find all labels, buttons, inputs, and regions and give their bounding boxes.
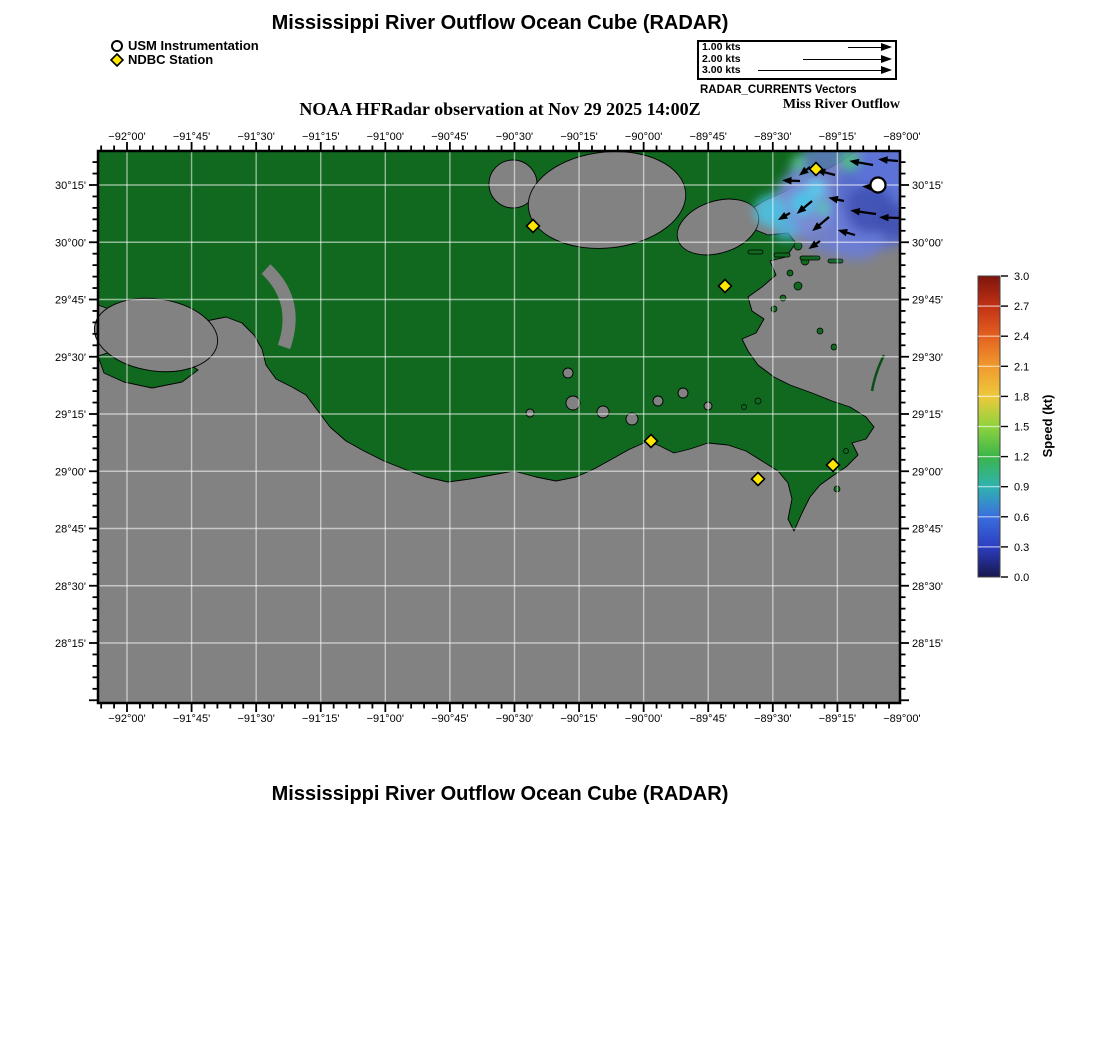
vector-arrowhead-icon	[881, 55, 892, 63]
x-tick-label-top: −89°45'	[689, 131, 727, 143]
x-tick-label-bottom: −91°00'	[366, 713, 405, 725]
ndbc-diamond-icon	[110, 53, 124, 67]
bottom-title: Mississippi River Outflow Ocean Cube (RADAR)	[271, 783, 729, 805]
x-tick-label-top: −90°00'	[624, 131, 663, 143]
colorbar-tick-label: 1.8	[1014, 391, 1030, 404]
vector-scale-caption: RADAR_CURRENTS Vectors	[700, 84, 857, 96]
vector-scale-label: 1.00 kts	[702, 41, 741, 53]
x-tick-label-top: −90°15'	[560, 131, 598, 143]
colorbar-tick-label: 2.7	[1014, 301, 1030, 314]
y-tick-label-right: 29°45'	[912, 294, 943, 307]
vector-scale-label: 2.00 kts	[702, 52, 741, 65]
x-tick-label-bottom: −89°15'	[818, 713, 857, 725]
x-tick-label-bottom: −90°45'	[431, 713, 469, 725]
y-tick-label-right: 29°30'	[912, 351, 943, 364]
colorbar-tick-label: 0.9	[1014, 481, 1030, 494]
vector-arrowhead-icon	[881, 66, 892, 74]
x-tick-label-top: −89°15'	[818, 131, 857, 143]
legend-ndbc-label: NDBC Station	[128, 52, 214, 67]
y-tick-label-left: 29°30'	[55, 351, 86, 364]
x-tick-label-bottom: −91°45'	[172, 713, 211, 725]
y-tick-label-left: 28°30'	[55, 580, 86, 593]
y-tick-label-right: 29°00'	[912, 466, 943, 479]
usm-circle-icon	[110, 39, 124, 53]
map-area	[90, 131, 940, 703]
y-tick-label-left: 28°45'	[55, 523, 86, 536]
radar-speed-patch	[875, 203, 911, 239]
colorbar-tick-label: 0.3	[1014, 541, 1030, 554]
y-tick-label-left: 28°15'	[55, 638, 86, 650]
radar-speed-patch	[791, 156, 805, 170]
x-tick-label-bottom: −89°00'	[883, 713, 921, 725]
x-tick-label-bottom: −89°45'	[689, 713, 727, 725]
y-tick-label-left: 29°45'	[55, 294, 86, 307]
y-tick-label-right: 29°15'	[912, 409, 943, 421]
x-tick-label-bottom: −90°30'	[495, 713, 534, 725]
radar-speed-patch	[816, 201, 830, 215]
radar-speed-patch	[807, 180, 825, 198]
colorbar-tick-label: 2.4	[1014, 331, 1030, 344]
x-tick-label-bottom: −89°30'	[754, 713, 792, 725]
vector-scale-line	[758, 70, 881, 71]
x-tick-label-top: −90°30'	[495, 131, 534, 143]
y-tick-label-right: 28°15'	[912, 638, 943, 650]
colorbar-tick-label: 3.0	[1014, 271, 1030, 283]
colorbar-tick-label: 2.1	[1014, 361, 1030, 374]
vector-scale-line	[803, 59, 881, 60]
x-tick-label-top: −91°00'	[366, 131, 405, 143]
legend-usm-label: USM Instrumentation	[128, 38, 259, 53]
y-tick-label-right: 30°15'	[912, 180, 943, 192]
colorbar-tick-label: 1.2	[1014, 451, 1030, 464]
colorbar-axis-label: Speed (kt)	[1040, 394, 1055, 458]
y-tick-label-right: 28°30'	[912, 580, 943, 593]
x-tick-label-bottom: −90°15'	[560, 713, 598, 725]
colorbar-tick-label: 0.6	[1014, 511, 1030, 524]
y-tick-label-left: 29°15'	[55, 409, 86, 421]
x-tick-label-top: −91°45'	[172, 131, 211, 143]
vector-scale-label: 3.00 kts	[702, 64, 741, 77]
y-tick-label-left: 29°00'	[55, 466, 86, 479]
vector-scale-line	[848, 47, 881, 48]
y-tick-label-left: 30°15'	[55, 180, 86, 192]
x-tick-label-bottom: −90°00'	[624, 713, 663, 725]
legend-item-ndbc	[110, 52, 213, 67]
x-tick-label-bottom: −91°15'	[302, 713, 340, 725]
legend-item-usm	[110, 38, 259, 53]
page-title: Mississippi River Outflow Ocean Cube (RADAR)	[271, 12, 729, 34]
vector-scale-row	[699, 42, 895, 54]
x-tick-label-top: −90°45'	[431, 131, 469, 143]
observation-subtitle: NOAA HFRadar observation at Nov 29 2025 14:00Z	[299, 99, 701, 119]
x-tick-label-bottom: −91°30'	[237, 713, 275, 725]
vector-scale-row	[699, 65, 895, 77]
vector-region-label: Miss River Outflow	[782, 97, 900, 112]
x-tick-label-top: −92°00'	[108, 131, 146, 143]
vector-scale-box	[697, 40, 897, 80]
usm-station-marker	[871, 178, 886, 193]
colorbar	[978, 271, 1055, 584]
y-tick-label-left: 30°00'	[55, 237, 86, 250]
vector-arrowhead-icon	[881, 43, 892, 51]
x-tick-label-top: −89°30'	[754, 131, 792, 143]
radar-speed-patch	[774, 217, 798, 241]
x-tick-label-top: −91°15'	[302, 131, 340, 143]
y-tick-label-right: 30°00'	[912, 237, 943, 250]
colorbar-tick-label: 1.5	[1014, 421, 1030, 434]
y-tick-label-right: 28°45'	[912, 523, 943, 536]
colorbar-tick-label: 0.0	[1014, 572, 1030, 584]
x-tick-label-top: −89°00'	[883, 131, 921, 143]
x-tick-label-top: −91°30'	[237, 131, 275, 143]
x-tick-label-bottom: −92°00'	[108, 713, 146, 725]
